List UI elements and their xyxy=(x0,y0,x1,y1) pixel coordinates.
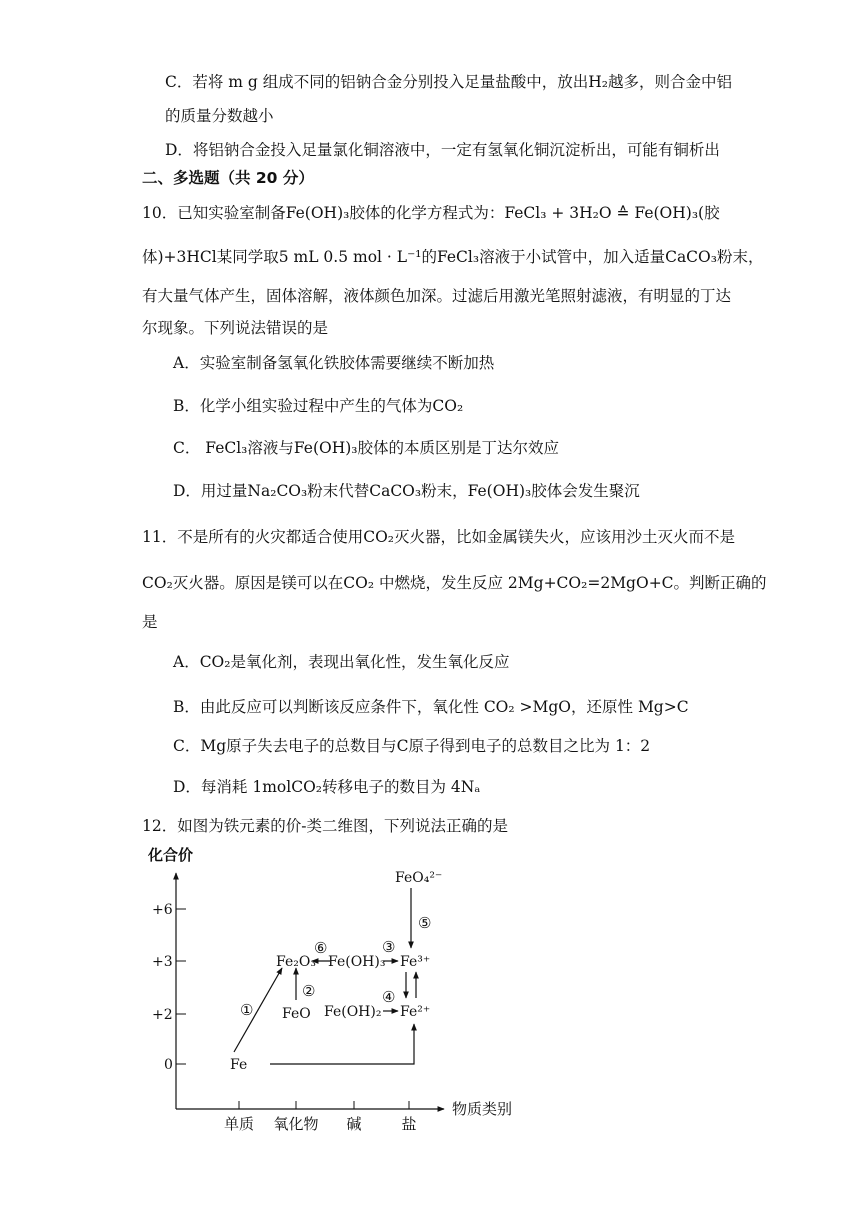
species-fe: Fe xyxy=(230,1057,248,1073)
species-feo: FeO xyxy=(282,1006,311,1022)
option-9d: D．将铝钠合金投入足量氯化铜溶液中，一定有氢氧化铜沉淀析出，可能有铜析出 xyxy=(165,141,720,159)
question-11-line2: CO₂灭火器。原因是镁可以在CO₂ 中燃烧，发生反应 2Mg+CO₂=2MgO+C。判断正确的 xyxy=(142,574,767,592)
y-tick-label: +6 xyxy=(152,902,173,918)
question-11-line3: 是 xyxy=(142,613,158,631)
y-tick-label: +3 xyxy=(152,954,173,970)
x-tick-label: 盐 xyxy=(401,1115,417,1133)
species-fe3: Fe³⁺ xyxy=(400,954,431,970)
question-10-line1: 10．已知实验室制备Fe(OH)₃胶体的化学方程式为：FeCl₃ + 3H₂O ≙ Fe(OH)₃(胶 xyxy=(142,204,720,222)
arrow-label-1: ① xyxy=(240,1001,254,1019)
option-9c-line1: C．若将 m g 组成不同的铝钠合金分别投入足量盐酸中，放出H₂越多，则合金中铝 xyxy=(165,73,732,91)
section-heading: 二、多选题（共 20 分） xyxy=(142,169,314,187)
valence-class-diagram xyxy=(138,840,538,1140)
arrow-label-5: ⑤ xyxy=(418,914,432,932)
option-11c: C．Mg原子失去电子的总数目与C原子得到电子的总数目之比为 1：2 xyxy=(173,737,651,755)
arrow-label-3: ③ xyxy=(382,938,396,956)
arrow-label-2: ② xyxy=(302,982,316,1000)
x-axis-label: 物质类别 xyxy=(452,1100,513,1118)
arrow-fe-to-fe2 xyxy=(270,1024,414,1064)
arrow-label-6: ⑥ xyxy=(314,939,328,957)
option-11d: D．每消耗 1molCO₂转移电子的数目为 4Nₐ xyxy=(173,778,481,796)
x-tick-label: 碱 xyxy=(346,1115,362,1133)
species-feoh2: Fe(OH)₂ xyxy=(324,1004,382,1020)
x-tick-label: 氧化物 xyxy=(273,1115,319,1133)
option-11b: B．由此反应可以判断该反应条件下，氧化性 CO₂ >MgO，还原性 Mg>C xyxy=(173,698,689,716)
y-tick-label: 0 xyxy=(164,1057,173,1073)
arrow-label-4: ④ xyxy=(382,988,396,1006)
question-11-line1: 11．不是所有的火灾都适合使用CO₂灭火器，比如金属镁失火，应该用沙土灭火而不是 xyxy=(142,528,736,546)
species-fe2o3: Fe₂O₃ xyxy=(276,954,316,970)
option-9c-line2: 的质量分数越小 xyxy=(165,107,274,125)
question-10-line3: 有大量气体产生，固体溶解，液体颜色加深。过滤后用激光笔照射滤液，有明显的丁达 xyxy=(142,287,732,305)
question-10-line2: 体)+3HCl某同学取5 mL 0.5 mol · L⁻¹的FeCl₃溶液于小试管中，加入适量CaCO₃粉末， xyxy=(142,248,764,266)
question-10-line4: 尔现象。下列说法错误的是 xyxy=(142,319,329,337)
y-tick-label: +2 xyxy=(152,1007,173,1023)
option-10a: A．实验室制备氢氧化铁胶体需要继续不断加热 xyxy=(173,354,495,372)
option-10b: B．化学小组实验过程中产生的气体为CO₂ xyxy=(173,397,464,415)
species-feo4: FeO₄²⁻ xyxy=(395,870,443,886)
option-10c: C． FeCl₃溶液与Fe(OH)₃胶体的本质区别是丁达尔效应 xyxy=(173,439,560,457)
species-feoh3: Fe(OH)₃ xyxy=(328,954,386,970)
y-axis-label: 化合价 xyxy=(148,846,194,864)
option-11a: A．CO₂是氧化剂，表现出氧化性，发生氧化反应 xyxy=(173,653,510,671)
x-tick-label: 单质 xyxy=(223,1115,255,1133)
question-12: 12．如图为铁元素的价-类二维图，下列说法正确的是 xyxy=(142,817,508,835)
option-10d: D．用过量Na₂CO₃粉末代替CaCO₃粉末，Fe(OH)₃胶体会发生聚沉 xyxy=(173,482,640,500)
species-fe2: Fe²⁺ xyxy=(400,1004,431,1020)
